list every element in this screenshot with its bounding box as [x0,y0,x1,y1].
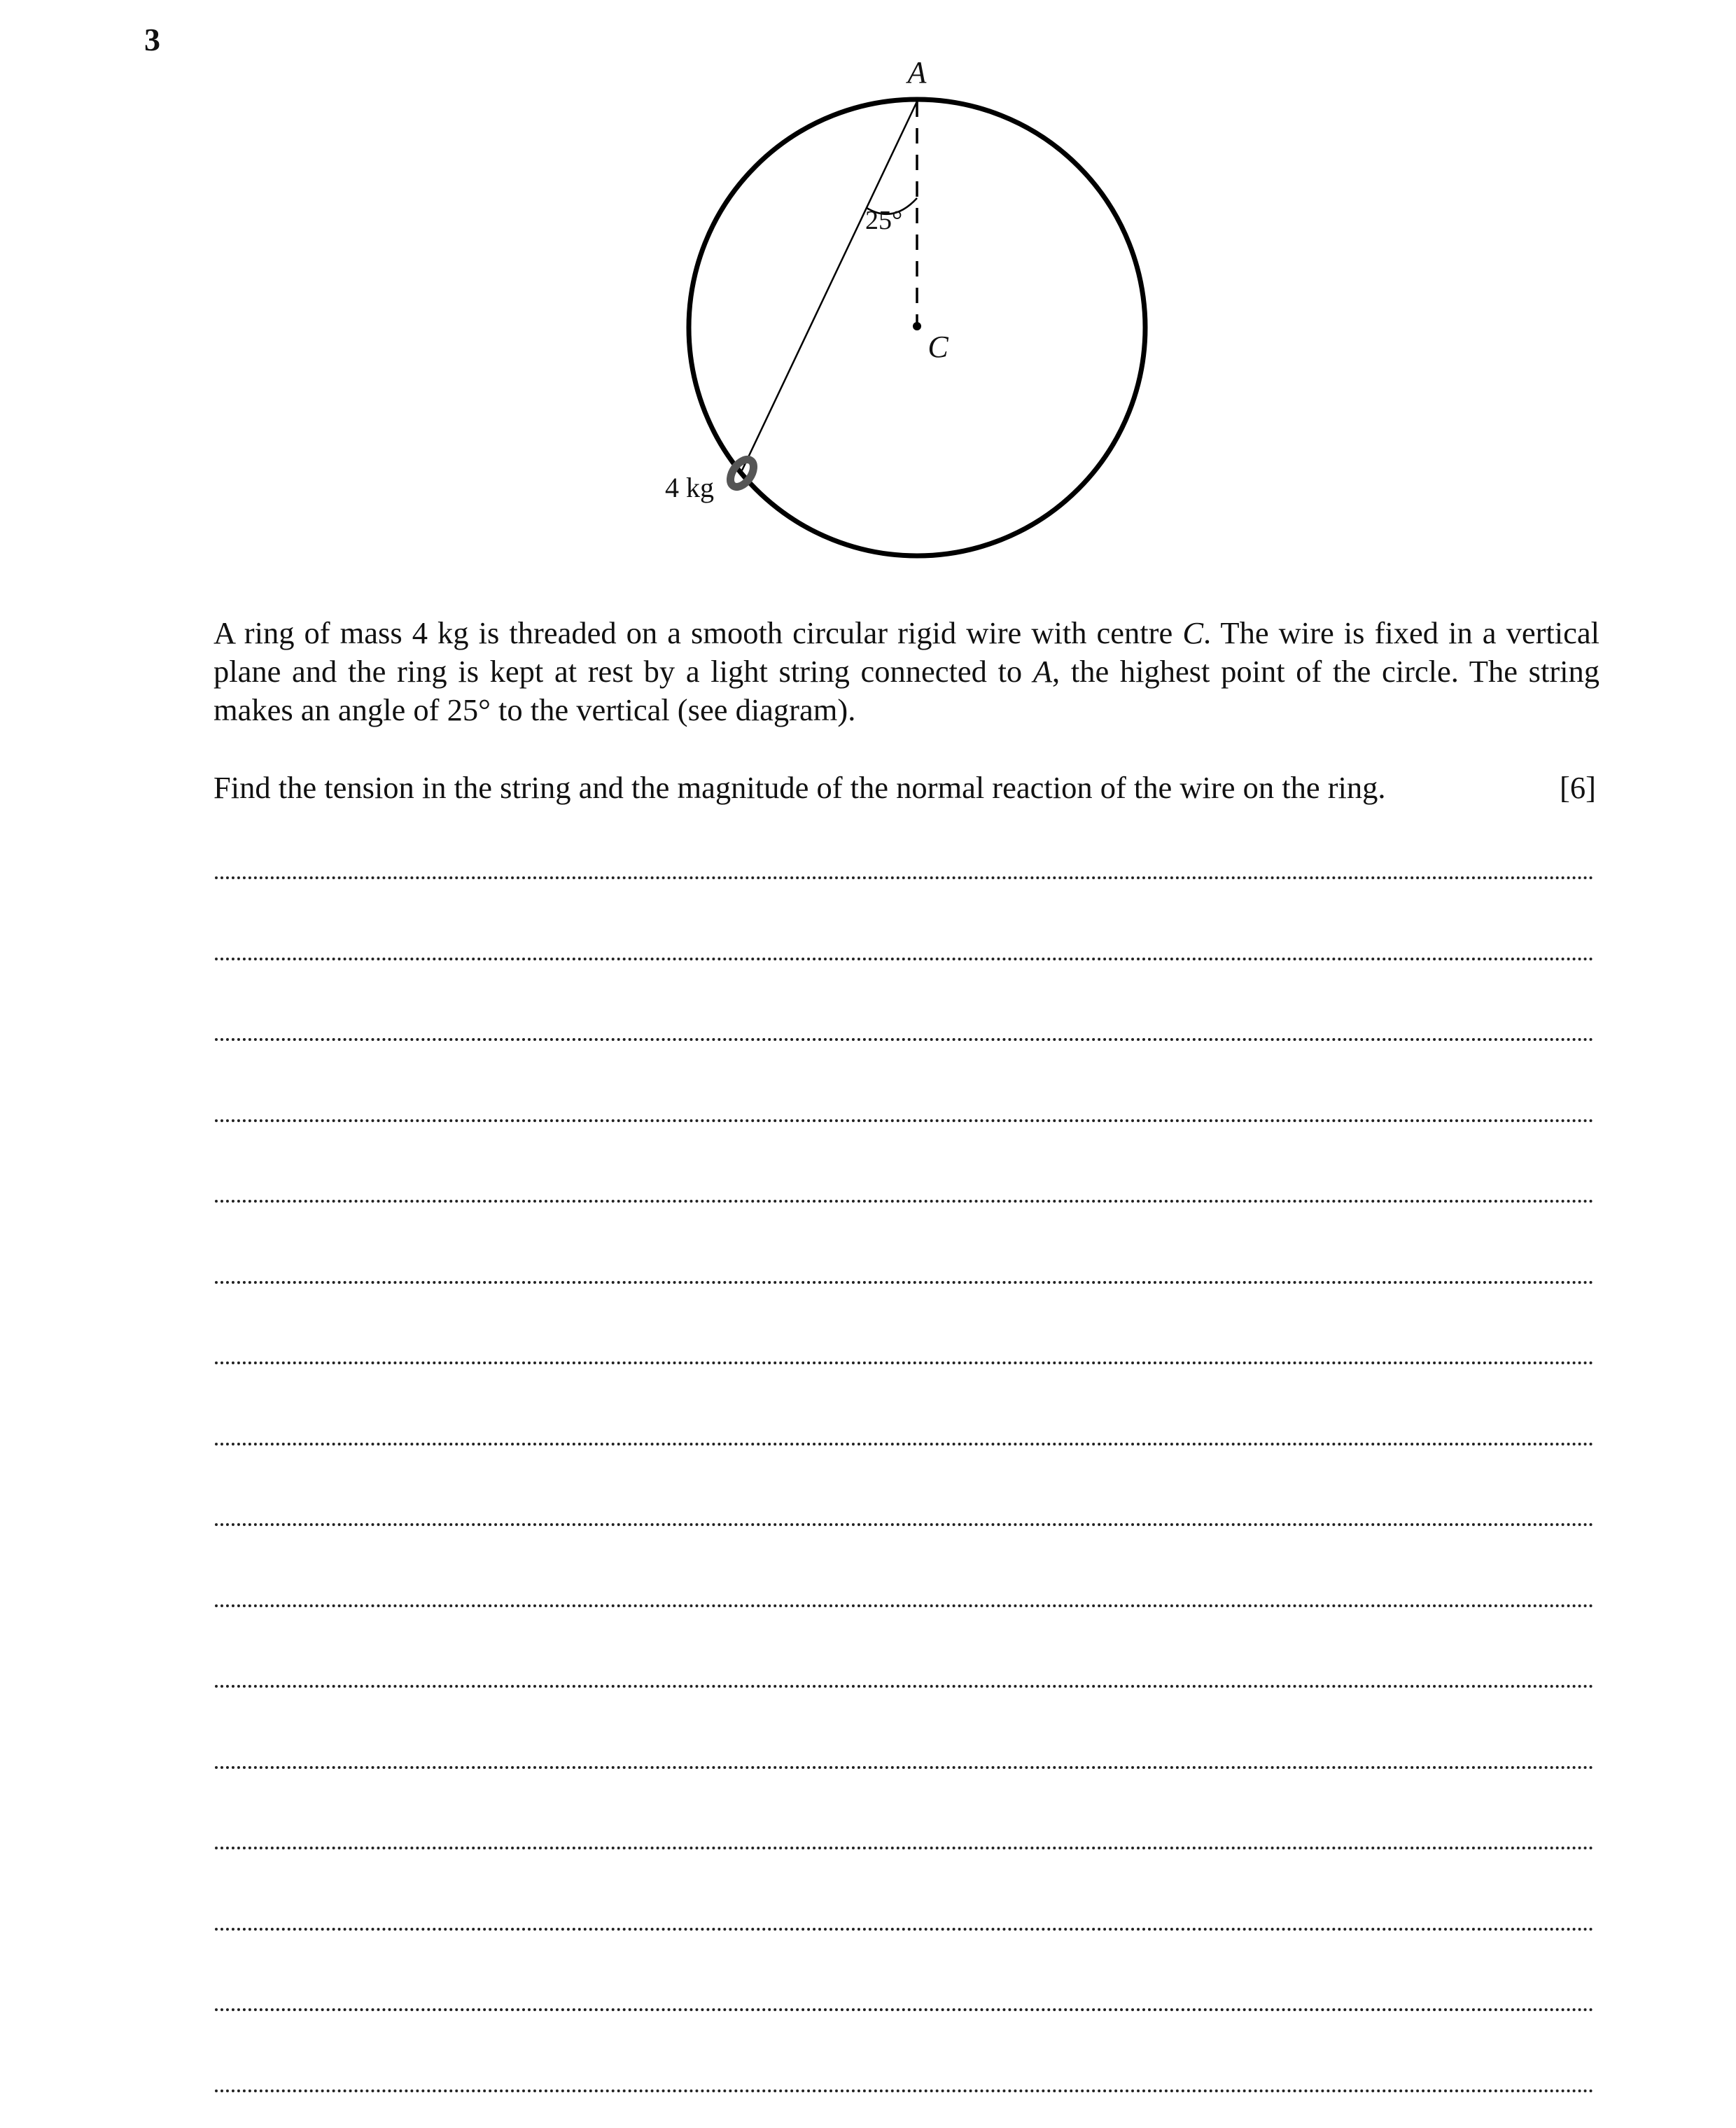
label-c: C [927,330,948,364]
answer-line[interactable] [215,1200,1594,1203]
answer-line[interactable] [215,2008,1594,2011]
answer-line[interactable] [215,1523,1594,1526]
answer-line[interactable] [215,1766,1594,1769]
question-text: A ring of mass 4 kg is threaded on a smooth circular rigid wire with centre C. The wire is fixed in a vertical plane and the ring is kept at rest by a light string connected to A, the highest point of the circle. The string makes an angle of 25° to the vertical (see diagram). [214,615,1600,727]
question-number: 3 [144,22,160,57]
answer-line[interactable] [215,1038,1594,1041]
answer-line[interactable] [215,1119,1594,1122]
answer-line[interactable] [215,1847,1594,1849]
answer-line[interactable] [215,1928,1594,1931]
angle-label: 25° [865,206,903,235]
answer-line[interactable] [215,876,1594,879]
answer-line[interactable] [215,1685,1594,1688]
answer-line[interactable] [215,1443,1594,1446]
centre-point [913,322,921,330]
answer-line[interactable] [215,1362,1594,1364]
answer-line[interactable] [215,1281,1594,1284]
answer-line[interactable] [215,958,1594,960]
ring-on-wire-diagram [0,0,1736,574]
question-instruction: Find the tension in the string and the magnitude of the normal reaction of the wire on the ring. [6] [214,769,1600,807]
answer-line[interactable] [215,2090,1594,2092]
label-a: A [907,55,927,90]
marks-label: [6] [1560,770,1596,805]
mass-label: 4 kg [665,472,714,503]
answer-line[interactable] [215,1604,1594,1607]
